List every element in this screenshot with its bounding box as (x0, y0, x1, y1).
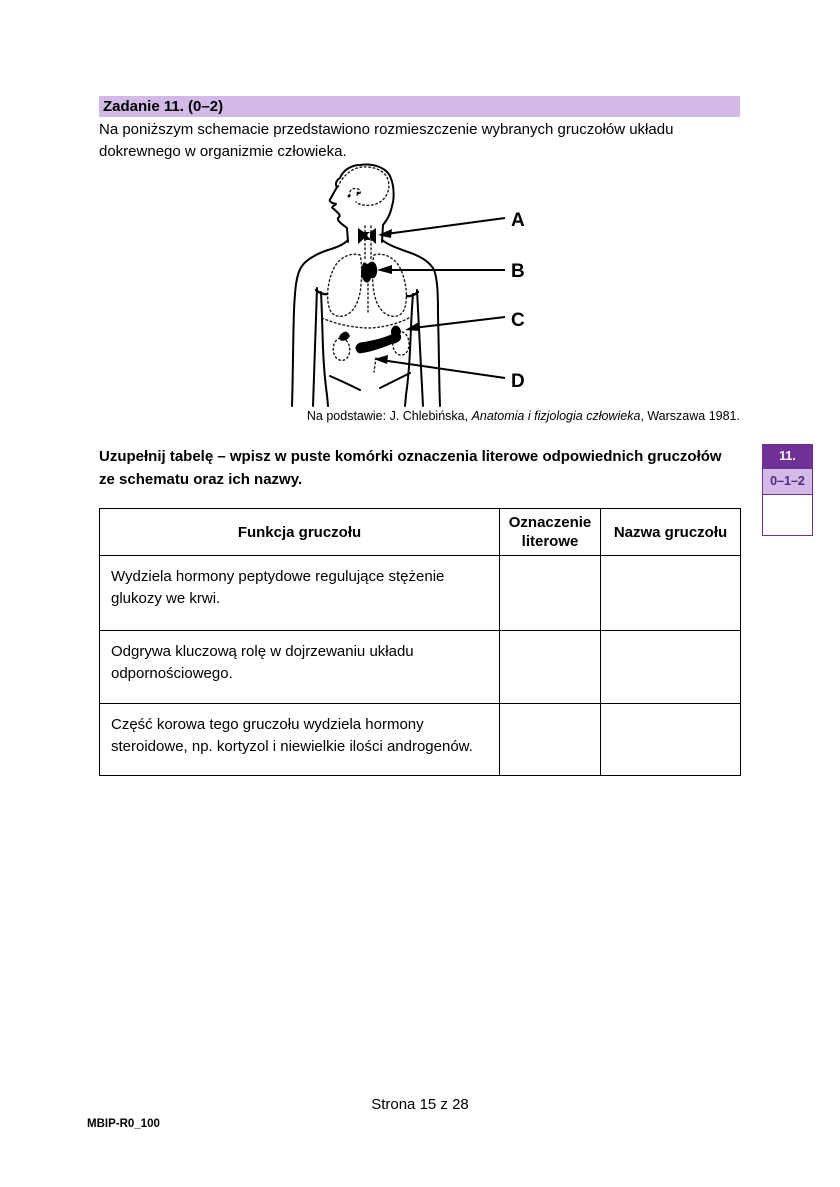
human-body-diagram (280, 160, 545, 408)
thymus-gland (361, 262, 377, 283)
left-kidney-outline (333, 338, 349, 361)
arrowhead-c (405, 322, 420, 331)
pancreas-gland (355, 333, 401, 354)
gland-label-d: D (511, 371, 525, 392)
left-torso-side-line (321, 292, 328, 406)
arrow-line-a (386, 218, 505, 234)
header-function: Funkcja gruczołu (100, 509, 500, 556)
gland-label-c: C (511, 310, 525, 331)
brain-outline (338, 167, 389, 205)
arrowhead-d (374, 355, 388, 364)
head-outline (330, 165, 394, 242)
task-header-label: Zadanie 11. (0–2) (103, 98, 224, 115)
intro-paragraph: Na poniższym schemacie przedstawiono rozmieszczenie wybranych gruczołów układu dokrewnego w organizmie człowieka. (99, 121, 674, 160)
task-header-bar (99, 96, 740, 117)
table-row (100, 704, 741, 776)
exam-code: MBIP-R0_100 (87, 1118, 160, 1130)
citation-book-title: Anatomia i fizjologia człowieka (471, 409, 641, 423)
right-pelvic-line (380, 373, 410, 388)
letter-answer-cell-1[interactable] (500, 556, 601, 631)
score-badge (762, 444, 813, 536)
table-header-row (100, 509, 741, 556)
source-citation (99, 408, 740, 424)
score-badge-empty-cell (763, 495, 812, 535)
thyroid-gland (358, 228, 376, 244)
gland-label-b: B (511, 261, 525, 282)
table-row (100, 556, 741, 631)
left-adrenal-gland (339, 332, 350, 341)
arrowhead-a (378, 229, 392, 238)
citation-suffix: , Warszawa 1981. (640, 409, 740, 423)
score-badge-task-number: 11. (763, 445, 812, 468)
header-gland-name: Nazwa gruczołu (601, 509, 741, 556)
arrow-line-c (413, 317, 505, 328)
function-cell-1: Wydziela hormony peptydowe regulujące stężenie glukozy we krwi. (100, 556, 500, 631)
function-cell-2: Odgrywa kluczową rolę w dojrzewaniu układu odpornościowego. (100, 631, 500, 704)
intestine-hint-line (374, 358, 376, 372)
arrowhead-b (377, 265, 392, 274)
pituitary-dot (357, 192, 360, 195)
right-arm-inner-line (417, 290, 423, 406)
right-torso-side-line (405, 294, 413, 406)
citation-prefix: Na podstawie: J. Chlebińska, (306, 409, 472, 423)
name-answer-cell-2[interactable] (601, 631, 741, 704)
left-pelvic-line (330, 376, 360, 390)
page-number: Strona 15 z 28 (371, 1096, 469, 1113)
gland-label-a: A (511, 210, 525, 231)
header-letter: Oznaczenie literowe (500, 509, 601, 556)
score-badge-points-scale: 0–1–2 (763, 468, 812, 495)
function-cell-3: Część korowa tego gruczołu wydziela hormony steroidowe, np. kortyzol i niewielkie ilości androgenów. (100, 704, 500, 776)
task-instruction: Uzupełnij tabelę – wpisz w puste komórki oznaczenia literowe odpowiednich gruczołów ze schematu oraz ich nazwy. (99, 448, 722, 488)
left-arm-inner-line (313, 288, 317, 406)
diaphragm-line (322, 316, 412, 328)
letter-answer-cell-3[interactable] (500, 704, 601, 776)
right-lung-outline (372, 254, 406, 316)
arrow-line-d (381, 360, 505, 378)
anatomy-figure (280, 160, 545, 408)
answer-table (99, 508, 741, 776)
table-row (100, 631, 741, 704)
left-lung-outline (328, 254, 362, 316)
letter-answer-cell-2[interactable] (500, 631, 601, 704)
hypothalamus-dot (348, 195, 351, 198)
name-answer-cell-1[interactable] (601, 556, 741, 631)
name-answer-cell-3[interactable] (601, 704, 741, 776)
